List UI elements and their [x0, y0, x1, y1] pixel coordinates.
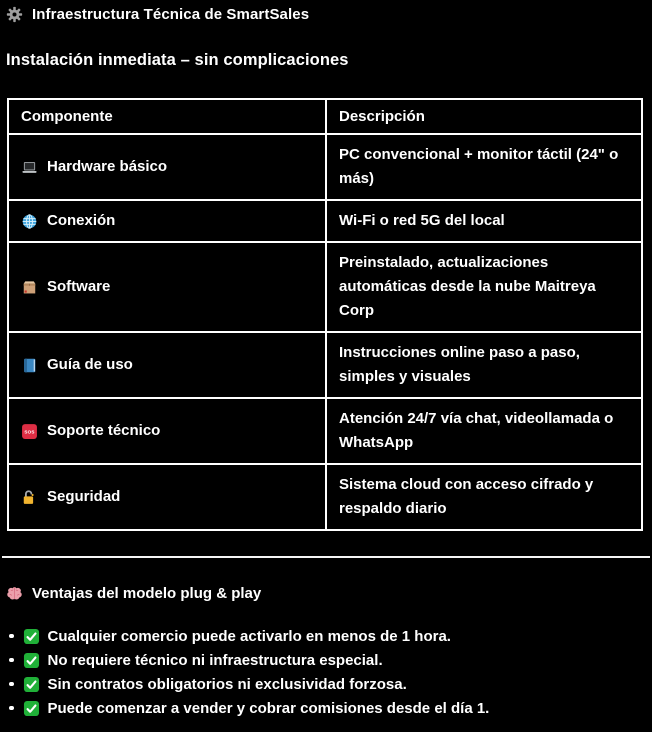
componente-cell [8, 242, 326, 332]
table-row [8, 242, 642, 332]
laptop-icon [21, 159, 38, 176]
advantage-item-text: Puede comenzar a vender y cobrar comisiones desde el día 1. [47, 699, 490, 717]
bullet-dot-icon [9, 634, 14, 639]
componente-cell [8, 464, 326, 530]
bullet-dot-icon [9, 682, 14, 687]
check-icon [23, 700, 40, 717]
table-row [8, 332, 642, 398]
bullet-dot-icon [9, 658, 14, 663]
page-title [6, 4, 644, 23]
page-title-text: Infraestructura Técnica de SmartSales [32, 6, 310, 23]
advantage-item [6, 624, 644, 648]
componente-label: Guía de uso [47, 356, 133, 373]
componente-cell [8, 398, 326, 464]
package-icon [21, 279, 38, 296]
advantage-item [6, 648, 644, 672]
bullet-dot-icon [9, 706, 14, 711]
componente-label: Seguridad [47, 488, 121, 505]
componente-label: Software [47, 278, 111, 295]
table-row [8, 398, 642, 464]
svg-text:SOS: SOS [24, 429, 35, 435]
advantage-item-text: Sin contratos obligatorios ni exclusividad forzosa. [47, 675, 407, 693]
descripcion-cell: Preinstalado, actualizaciones automáticas desde la nube Maitreya Corp [326, 242, 642, 332]
advantages-heading [6, 585, 644, 602]
descripcion-cell: Atención 24/7 vía chat, videollamada o WhatsApp [326, 398, 642, 464]
advantages-list [6, 624, 644, 720]
components-table [7, 98, 643, 531]
advantage-item-text: Cualquier comercio puede activarlo en menos de 1 hora. [47, 627, 451, 645]
sos-icon [21, 423, 38, 440]
gear-icon [6, 6, 23, 23]
check-icon [23, 628, 40, 645]
table-row [8, 200, 642, 242]
column-header-descripcion: Descripción [326, 99, 642, 134]
descripcion-cell: Sistema cloud con acceso cifrado y respaldo diario [326, 464, 642, 530]
check-icon [23, 676, 40, 693]
open-lock-icon [21, 489, 38, 506]
check-icon [23, 652, 40, 669]
advantage-item [6, 696, 644, 720]
descripcion-cell: Wi-Fi o red 5G del local [326, 200, 642, 242]
componente-label: Conexión [47, 212, 116, 229]
column-header-componente: Componente [8, 99, 326, 134]
brain-icon [6, 585, 23, 602]
descripcion-cell: Instrucciones online paso a paso, simples y visuales [326, 332, 642, 398]
componente-label: Hardware básico [47, 158, 168, 175]
componente-cell [8, 332, 326, 398]
descripcion-cell: PC convencional + monitor táctil (24" o más) [326, 134, 642, 200]
table-row [8, 134, 642, 200]
advantage-item-text: No requiere técnico ni infraestructura especial. [47, 651, 383, 669]
advantage-item [6, 672, 644, 696]
table-row [8, 464, 642, 530]
componente-cell [8, 200, 326, 242]
section-divider [2, 556, 650, 558]
advantages-heading-text: Ventajas del modelo plug & play [32, 585, 262, 602]
blue-book-icon [21, 357, 38, 374]
componente-cell [8, 134, 326, 200]
componente-label: Soporte técnico [47, 422, 161, 439]
table-header-row [8, 99, 642, 134]
globe-icon [21, 213, 38, 230]
section-subtitle: Instalación inmediata – sin complicaciones [6, 51, 349, 69]
